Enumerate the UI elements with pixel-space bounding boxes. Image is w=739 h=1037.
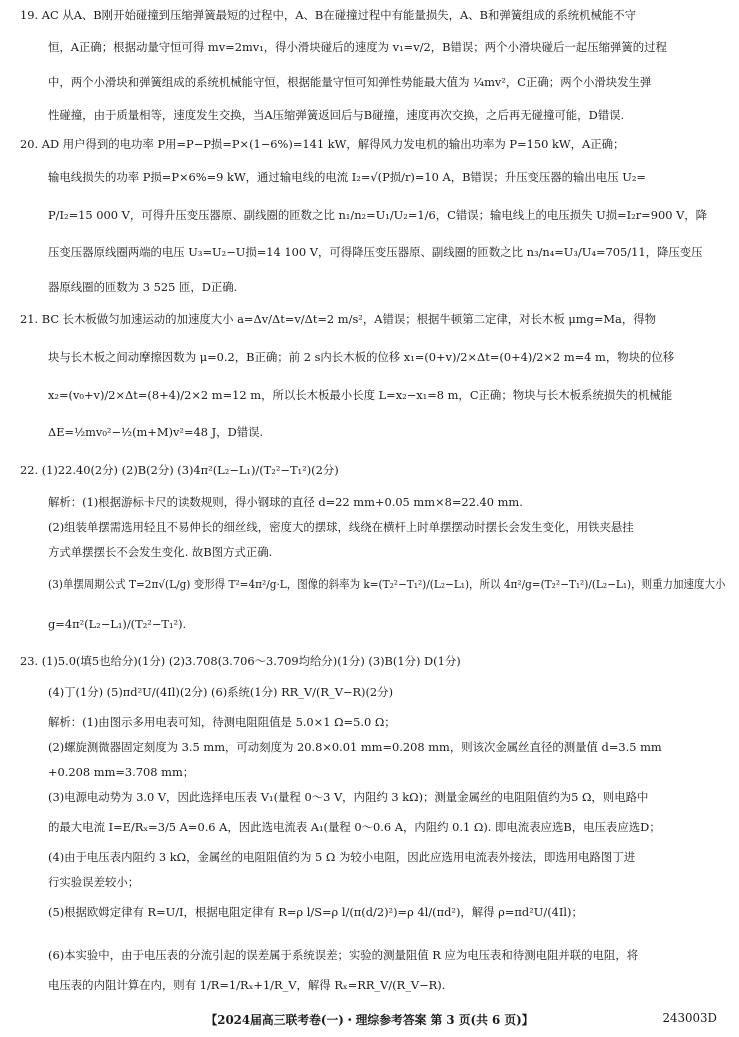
text-line-q20-5: 器原线圈的匝数为 3 525 匝，D正确. (48, 280, 238, 294)
text-line-q20-2: 输电线损失的功率 P损=P×6%=9 kW，通过输电线的电流 I₂=√(P损/r)=10 A，B错误；升压变压器的输出电压 U₂= (48, 170, 646, 184)
text-line-q20-3: P/I₂=15 000 V，可得升压变压器原、副线圈的匝数之比 n₁/n₂=U₁/U₂=1/6，C错误；输电线上的电压损失 U损=I₂r=900 V，降 (48, 208, 708, 222)
text-line-q22-2: 解析：(1)根据游标卡尺的读数规则，得小钢球的直径 d=22 mm+0.05 mm×8=22.40 mm. (48, 495, 523, 509)
footer-label: 【2024届高三联考卷(一)・理综参考答案 第 3 页(共 6 页)】 (205, 1013, 534, 1027)
text-line-q22-5: (3)单摆周期公式 T=2π√(L/g) 变形得 T²=4π²/g·L，图像的斜率为 k=(T₂²−T₁²)/(L₂−L₁)，所以 4π²/g=(T₂²−T₁²)/(L₂−L₁)，则重力加速度大小 (48, 577, 726, 591)
text-line-q21-4: ΔE=½mv₀²−½(m+M)v²=48 J，D错误. (48, 425, 264, 439)
text-line-q21-2: 块与长木板之间动摩擦因数为 μ=0.2，B正确；前 2 s内长木板的位移 x₁=(0+v)/2×Δt=(0+4)/2×2 m=4 m，物块的位移 (48, 350, 675, 364)
text-line-q23-6: (3)电源电动势为 3.0 V，因此选择电压表 V₁(量程 0～3 V，内阻约 3 kΩ)；测量金属丝的电阻阻值约为5 Ω，则电路中 (48, 790, 649, 804)
text-line-q22-4: 方式单摆摆长不会发生变化. 故B图方式正确. (48, 545, 273, 559)
text-line-q19-2: 恒，A正确；根据动量守恒可得 mv=2mv₁，得小滑块碰后的速度为 v₁=v/2，B错误；两个小滑块碰后一起压缩弹簧的过程 (48, 40, 667, 54)
text-line-q20-4: 压变压器原线圈两端的电压 U₃=U₂−U损=14 100 V，可得降压变压器原、副线圈的匝数之比 n₃/n₄=U₃/U₄=705/11，降压变压 (48, 245, 703, 259)
text-line-q23-12: 电压表的内阻计算在内，则有 1/R=1/Rₓ+1/R_V，解得 Rₓ=RR_V/(R_V−R). (48, 978, 446, 992)
text-line-q23-9: 行实验误差较小； (48, 875, 140, 889)
text-line-q22-1: 22. (1)22.40(2分) (2)B(2分) (3)4π²(L₂−L₁)/(T₂²−T₁²)(2分) (20, 463, 339, 477)
text-line-q19-3: 中，两个小滑块和弹簧组成的系统机械能守恒，根据能量守恒可知弹性势能最大值为 ¼mv²，C正确；两个小滑块发生弹 (48, 75, 652, 89)
text-line-q22-3: (2)组装单摆需选用轻且不易伸长的细丝线，密度大的摆球，线绕在横杆上时单摆摆动时摆长会发生变化，用铁夹悬挂 (48, 520, 634, 534)
text-line-q22-6: g=4π²(L₂−L₁)/(T₂²−T₁²). (48, 617, 187, 631)
text-line-q21-3: x₂=(v₀+v)/2×Δt=(8+4)/2×2 m=12 m，所以长木板最小长度 L=x₂−x₁=8 m，C正确；物块与长木板系统损失的机械能 (48, 388, 673, 402)
text-line-q23-4: (2)螺旋测微器固定刻度为 3.5 mm，可动刻度为 20.8×0.01 mm=0.208 mm，则该次金属丝直径的测量值 d=3.5 mm (48, 740, 662, 754)
text-line-q23-10: (5)根据欧姆定律有 R=U/I，根据电阻定律有 R=ρ l/S=ρ l/(π(d/2)²)=ρ 4l/(πd²)，解得 ρ=πd²U/(4Il)； (48, 905, 583, 919)
text-line-q23-1: 23. (1)5.0(填5也给分)(1分) (2)3.708(3.706～3.709均给分)(1分) (3)B(1分) D(1分) (20, 654, 461, 668)
text-line-q23-11: (6)本实验中，由于电压表的分流引起的误差属于系统误差；实验的测量阻值 R 应为电压表和待测电阻并联的电阻，将 (48, 948, 639, 962)
page-footer (0, 1011, 739, 1027)
text-line-q23-7: 的最大电流 I=E/Rₓ=3/5 A=0.6 A，因此选电流表 A₁(量程 0～0.6 A，内阻约 0.1 Ω). 即电流表应选B，电压表应选D； (48, 820, 661, 834)
text-line-q23-8: (4)由于电压表内阻约 3 kΩ，金属丝的电阻阻值约为 5 Ω 为较小电阻，因此应选用电流表外接法，即选用电路图丁进 (48, 850, 636, 864)
footer-code: 243003D (662, 1011, 717, 1025)
text-line-q21-1: 21. BC 长木板做匀加速运动的加速度大小 a=Δv/Δt=v/Δt=2 m/s²，A错误；根据牛顿第二定律，对长木板 μmg=Ma，得物 (20, 312, 657, 326)
text-line-q20-1: 20. AD 用户得到的电功率 P用=P−P损=P×(1−6%)=141 kW，解得风力发电机的输出功率为 P=150 kW，A正确； (20, 137, 625, 151)
text-line-q23-5: +0.208 mm=3.708 mm； (48, 765, 195, 779)
text-line-q19-1: 19. AC 从A、B刚开始碰撞到压缩弹簧最短的过程中，A、B在碰撞过程中有能量损失，A、B和弹簧组成的系统机械能不守 (20, 8, 637, 22)
text-line-q23-2: (4)丁(1分) (5)πd²U/(4Il)(2分) (6)系统(1分) RR_V/(R_V−R)(2分) (48, 685, 394, 699)
text-line-q23-3: 解析：(1)由图示多用电表可知，待测电阻阻值是 5.0×1 Ω=5.0 Ω； (48, 715, 396, 729)
text-line-q19-4: 性碰撞，由于质量相等，速度发生交换，当A压缩弹簧返回后与B碰撞，速度再次交换，之后再无碰撞可能，D错误. (48, 108, 625, 122)
